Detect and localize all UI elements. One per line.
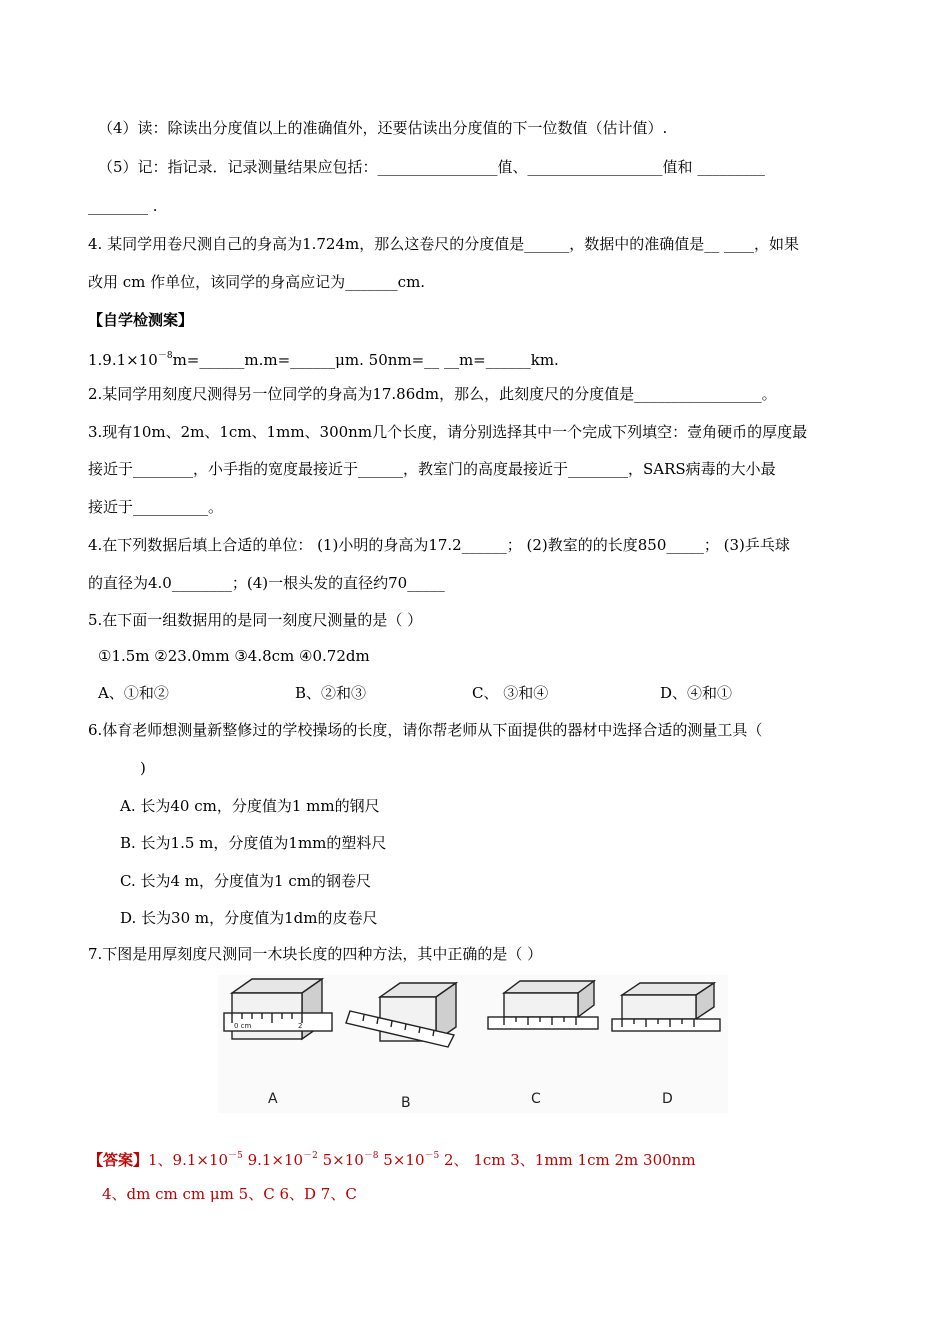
figure-label-d: D [662, 1091, 673, 1107]
figure-a [224, 979, 332, 1039]
check-question-3-line1: 3.现有10m、2m、1cm、1mm、300nm几个长度，请分别选择其中一个完成下列填空：壹角硬币的厚度最 [88, 423, 808, 441]
figure-label-b: B [401, 1095, 411, 1111]
question-6-option-a: A. 长为40 cm，分度值为1 mm的钢尺 [120, 797, 380, 815]
check-question-2: 2.某同学用刻度尺测得另一位同学的身高为17.86dm，那么，此刻度尺的分度值是_________________。 [88, 385, 777, 403]
question-5-option-b: B、②和③ [295, 684, 367, 702]
check-question-4-line2: 的直径为4.0________；(4)一根头发的直径约70_____ [88, 574, 445, 592]
question-6-option-d: D. 长为30 m，分度值为1dm的皮卷尺 [120, 909, 378, 927]
check-question-6-line2: ) [140, 759, 146, 777]
check-question-7: 7.下图是用厚刻度尺测同一木块长度的四种方法，其中正确的是（ ） [88, 945, 543, 963]
question-5-option-c: C、 ③和④ [472, 684, 549, 702]
section-title: 【自学检测案】 [88, 311, 194, 329]
figure-label-c: C [531, 1091, 541, 1107]
question-5-option-a: A、①和② [98, 684, 169, 702]
answer-label: 【答案】 [88, 1151, 149, 1169]
line-record-blank: ________ . [88, 197, 158, 215]
question-4-line2: 改用 cm 作单位，该同学的身高应记为_______cm. [88, 273, 426, 291]
question-6-option-b: B. 长为1.5 m，分度值为1mm的塑料尺 [120, 834, 387, 852]
check-question-4-line1: 4.在下列数据后填上合适的单位： (1)小明的身高为17.2______； (2)教室的的长度850_____； (3)乒乓球 [88, 536, 790, 554]
question-6-option-c: C. 长为4 m，分度值为1 cm的钢卷尺 [120, 872, 371, 890]
figure-label-a: A [268, 1091, 278, 1107]
check-question-6-line1: 6.体育老师想测量新整修过的学校操场的长度，请你帮老师从下面提供的器材中选择合适的测量工具（ [88, 721, 763, 739]
ruler-a-unit: 0 cm [234, 1022, 252, 1030]
figure-d [612, 983, 720, 1031]
line-read-step: （4）读：除读出分度值以上的准确值外，还要估读出分度值的下一位数值（估计值）. [98, 119, 668, 137]
ruler-methods-figure [218, 975, 728, 1113]
answer-line-1: 【答案】1、$9.1\times 10^{-5}$ $9.1\times 10^{-2}$ $5\times 10^{-8}$ $5\times 10^{-5}$ 2、 1cm 3、1mm 1cm 2m 300nm [88, 1151, 696, 1169]
question-5-option-d: D、④和① [660, 684, 733, 702]
answer-line-2: 4、dm cm cm μm 5、C 6、D 7、C [102, 1185, 357, 1203]
ruler-a-number: 2 [298, 1022, 303, 1030]
question-5-items: ①1.5m ②23.0mm ③4.8cm ④0.72dm [98, 647, 370, 665]
check-question-3-line2: 接近于________，小手指的宽度最接近于______，教室门的高度最接近于________，SARS病毒的大小最 [88, 460, 776, 478]
check-question-3-line3: 接近于__________。 [88, 498, 224, 516]
check-question-5: 5.在下面一组数据用的是同一刻度尺测量的是（ ） [88, 611, 423, 629]
check-question-1: $1.9.1\times 10^{-8}m=\_\_\_\_\_\_m.m=\_\_\_\_\_\_\mu m$. 50nm=__ __m=______km. [88, 351, 559, 369]
question-4-line1: 4. 某同学用卷尺测自己的身高为1.724m，那么这卷尺的分度值是______，数据中的准确值是__ ____，如果 [88, 235, 800, 253]
line-record-step: （5）记：指记录．记录测量结果应包括：________________值、__________________值和 _________ [98, 158, 765, 176]
